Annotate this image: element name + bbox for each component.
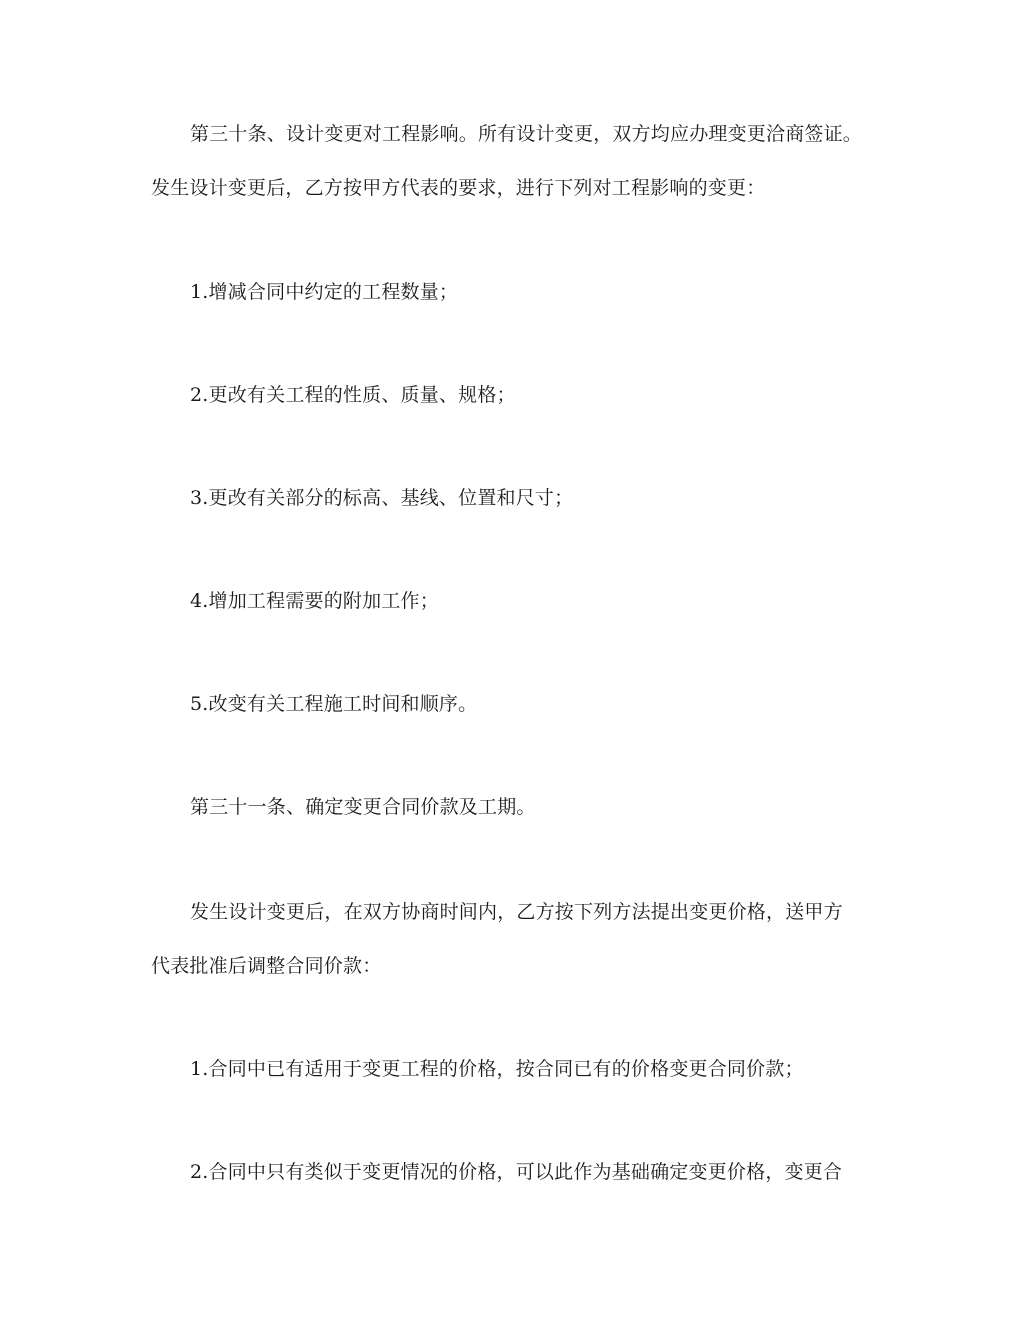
article-31-paragraph-continuation: 代表批准后调整合同价款： — [151, 955, 382, 977]
price-method-2: 2.合同中只有类似于变更情况的价格，可以此作为基础确定变更价格，变更合 — [190, 1161, 843, 1183]
article-31-paragraph: 发生设计变更后，在双方协商时间内，乙方按下列方法提出变更价格，送甲方 — [190, 901, 843, 923]
list-item-1: 1.增减合同中约定的工程数量； — [190, 281, 459, 303]
article-30-continuation: 发生设计变更后，乙方按甲方代表的要求，进行下列对工程影响的变更： — [151, 177, 766, 199]
article-31-heading: 第三十一条、确定变更合同价款及工期。 — [190, 796, 536, 818]
list-item-4: 4.增加工程需要的附加工作； — [190, 590, 439, 612]
article-30-heading: 第三十条、设计变更对工程影响。所有设计变更，双方均应办理变更洽商签证。 — [190, 123, 863, 145]
price-method-1: 1.合同中已有适用于变更工程的价格，按合同已有的价格变更合同价款； — [190, 1058, 804, 1080]
list-item-2: 2.更改有关工程的性质、质量、规格； — [190, 384, 516, 406]
list-item-3: 3.更改有关部分的标高、基线、位置和尺寸； — [190, 487, 574, 509]
list-item-5: 5.改变有关工程施工时间和顺序。 — [190, 693, 478, 715]
